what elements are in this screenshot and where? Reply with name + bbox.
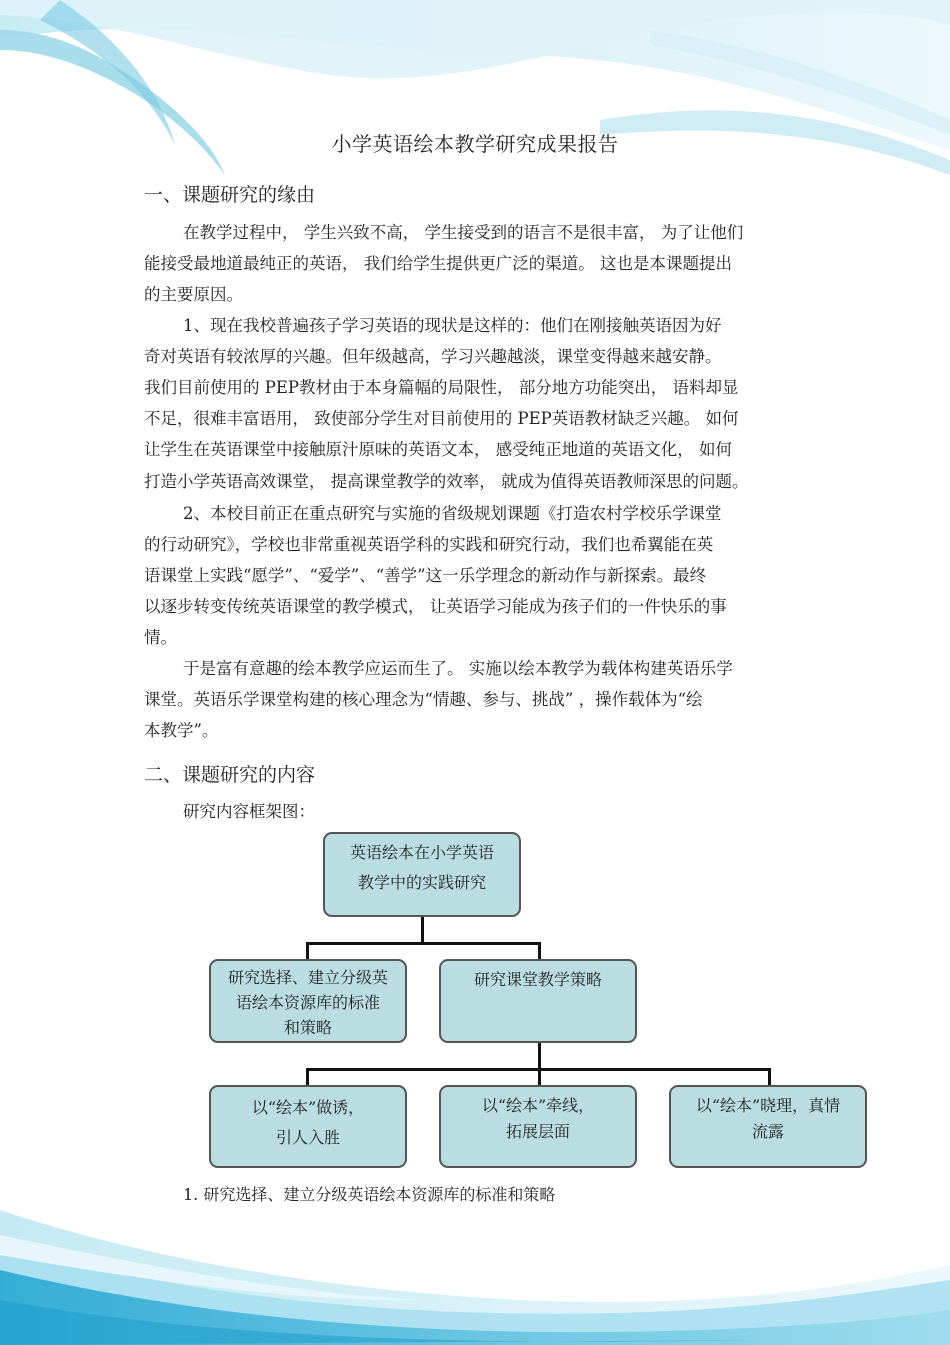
paragraph-line: 课堂。英语乐学课堂构建的核心理念为“情趣、参与、挑战” ，操作载体为“绘 — [144, 690, 703, 709]
subsection-heading: 1. 研究选择、建立分级英语绘本资源库的标准和策略 — [183, 1185, 556, 1204]
connector-left-drop — [306, 942, 309, 960]
paragraph-line: 能接受最地道最纯正的英语， 我们给学生提供更广泛的渠道。 这也是本课题提出 — [144, 254, 732, 273]
section2-heading: 二、课题研究的内容 — [144, 764, 316, 786]
diagram-left-node — [209, 959, 407, 1043]
node-text-line: 研究选择、建立分级英 — [227, 968, 388, 987]
diagram-leaf3-node — [669, 1085, 867, 1168]
paragraph-line: 于是富有意趣的绘本教学应运而生了。 实施以绘本教学为载体构建英语乐学 — [183, 659, 733, 678]
diagram-root-node — [323, 832, 521, 917]
node-text-line: 和策略 — [283, 1018, 332, 1037]
diagram-leaf2-node — [439, 1085, 637, 1168]
node-text-line: 流露 — [751, 1122, 784, 1141]
connector-leaf3-drop — [768, 1068, 771, 1086]
node-text-line: 引人入胜 — [275, 1128, 340, 1147]
framework-label: 研究内容框架图： — [183, 802, 315, 821]
paragraph-line: 不足，很难丰富语用， 致使部分学生对目前使用的 PEP英语教材缺乏兴趣。 如何 — [144, 409, 739, 428]
paragraph-line: 我们目前使用的 PEP教材由于本身篇幅的局限性， 部分地方功能突出， 语料却显 — [144, 378, 739, 397]
connector-leaf2-drop — [538, 1068, 541, 1086]
node-text-line: 语绘本资源库的标准 — [235, 993, 380, 1012]
node-text-line: 以“绘本”牵线， — [481, 1096, 595, 1115]
paragraph-line: 情。 — [144, 628, 177, 647]
diagram-right-node — [439, 959, 637, 1043]
paragraph-line: 的行动研究》，学校也非常重视英语学科的实践和研究行动，我们也希翼能在英 — [144, 535, 714, 554]
paragraph-line: 2、本校目前正在重点研究与实施的省级规划课题《打造农村学校乐学课堂 — [183, 504, 722, 523]
report-title: 小学英语绘本教学研究成果报告 — [331, 132, 619, 156]
paragraph-line: 本教学”。 — [144, 721, 219, 740]
connector-right-drop — [538, 942, 541, 960]
paragraph-line: 语课堂上实践“愿学”、“爱学”、“善学”这一乐学理念的新动作与新探索。最终 — [144, 566, 707, 585]
paragraph-line: 让学生在英语课堂中接触原汁原味的英语文本， 感受纯正地道的英语文化， 如何 — [144, 440, 732, 459]
connector-leaf1-drop — [306, 1068, 309, 1086]
diagram-leaf1-node — [209, 1085, 407, 1168]
connector-level1-bar — [306, 942, 541, 945]
paragraph-line: 奇对英语有较浓厚的兴趣。但年级越高，学习兴趣越淡，课堂变得越来越安静。 — [144, 347, 722, 366]
node-text-line: 以“绘本”做诱， — [251, 1098, 365, 1117]
paragraph-line: 以逐步转变传统英语课堂的教学模式， 让英语学习能成为孩子们的一件快乐的事 — [144, 597, 727, 616]
connector-root-down — [421, 915, 424, 943]
node-text-line: 教学中的实践研究 — [357, 873, 486, 892]
node-text-line: 拓展层面 — [505, 1122, 570, 1141]
node-text-line: 研究课堂教学策略 — [473, 970, 602, 989]
paragraph-line: 在教学过程中， 学生兴致不高， 学生接受到的语言不是很丰富， 为了让他们 — [183, 223, 744, 242]
paragraph-line: 打造小学英语高效课堂， 提高课堂教学的效率， 就成为值得英语教师深思的问题。 — [144, 472, 749, 491]
paragraph-line: 的主要原因。 — [144, 285, 243, 304]
node-text-line: 英语绘本在小学英语 — [349, 843, 494, 862]
connector-right-down — [538, 1041, 541, 1070]
section1-heading: 一、课题研究的缘由 — [144, 184, 316, 206]
node-text-line: 以“绘本”晓理，真情 — [695, 1096, 841, 1115]
paragraph-line: 1、现在我校普遍孩子学习英语的现状是这样的：他们在刚接触英语因为好 — [183, 316, 722, 335]
